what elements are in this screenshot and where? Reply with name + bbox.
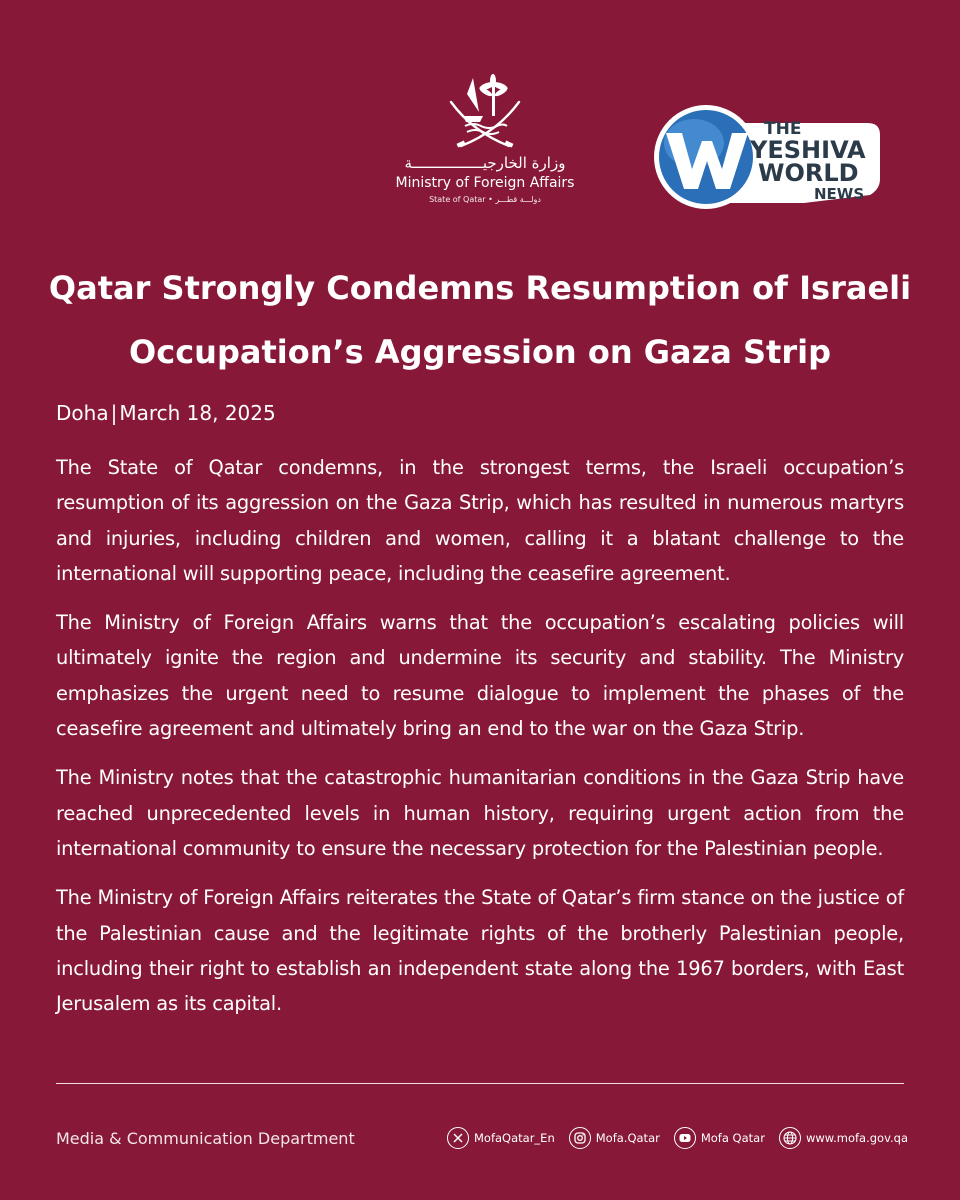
ywn-logo-icon — [654, 103, 884, 211]
ywn-line4: NEWS — [814, 185, 865, 203]
ywn-line3: WORLD — [758, 159, 859, 187]
social-youtube[interactable] — [674, 1126, 765, 1150]
social-x[interactable] — [447, 1126, 555, 1150]
mofa-state-label: State of Qatar • دولـــة قطـــر — [429, 195, 541, 204]
headline — [40, 256, 920, 384]
instagram-icon — [569, 1127, 591, 1149]
dateline-city: Doha — [56, 401, 109, 425]
paragraph-1: The State of Qatar condemns, in the strongest terms, the Israeli occupation’s resumption of its aggression on the Gaza Strip, which has resulted in numerous martyrs and injuries, including children and women, calling it a blatant challenge to the international will supporting peace, including the ceasefire agreement. — [56, 456, 904, 585]
social-x-label: MofaQatar_En — [474, 1131, 555, 1145]
paragraph-2: The Ministry of Foreign Affairs warns that the occupation’s escalating policies will ultimately ignite the region and undermine its security and stability. The Ministry emphasizes the urgent need to resume dialogue to implement the phases of the ceasefire agreement and ultimately bring an end to the war on the Gaza Strip. — [56, 611, 904, 741]
social-website-label: www.mofa.gov.qa — [805, 1131, 908, 1145]
headline-line-2: Occupation’s Aggression on Gaza Strip — [129, 333, 831, 371]
mofa-english-name: Ministry of Foreign Affairs — [395, 175, 575, 191]
yeshiva-world-news-logo — [654, 103, 884, 211]
footer-department: Media & Communication Department — [56, 1129, 355, 1148]
youtube-icon — [674, 1127, 696, 1149]
mofa-logo — [380, 72, 590, 222]
mofa-arabic-name: وزارة الخارجيــــــــــــــــة — [404, 154, 566, 172]
x-icon — [447, 1127, 469, 1149]
dateline — [56, 398, 904, 428]
social-instagram-label: Mofa.Qatar — [595, 1131, 660, 1145]
ywn-line2: YESHIVA — [750, 136, 866, 164]
dateline-date: March 18, 2025 — [119, 401, 276, 425]
social-links — [447, 1126, 908, 1150]
paragraph-4: The Ministry of Foreign Affairs reiterates the State of Qatar’s firm stance on the justice of the Palestinian cause and the legitimate rights of the brotherly Palestinian people, including their right to establish an independent state along the 1967 borders, with East Jerusalem as its capital. — [56, 886, 904, 1016]
social-website[interactable] — [779, 1126, 908, 1150]
globe-icon — [779, 1127, 801, 1149]
dateline-separator: | — [110, 401, 118, 425]
social-instagram[interactable] — [569, 1126, 660, 1150]
statement-body — [56, 450, 904, 1035]
social-youtube-label: Mofa Qatar — [700, 1131, 765, 1145]
headline-line-1: Qatar Strongly Condemns Resumption of Israeli — [48, 269, 912, 307]
footer-divider — [56, 1083, 904, 1084]
paragraph-3: The Ministry notes that the catastrophic humanitarian conditions in the Gaza Strip have reached unprecedented levels in human history, requiring urgent action from the international community to ensure the necessary protection for the Palestinian people. — [56, 766, 904, 860]
qatar-emblem-icon — [443, 72, 527, 152]
ywn-line1: THE — [764, 119, 802, 139]
